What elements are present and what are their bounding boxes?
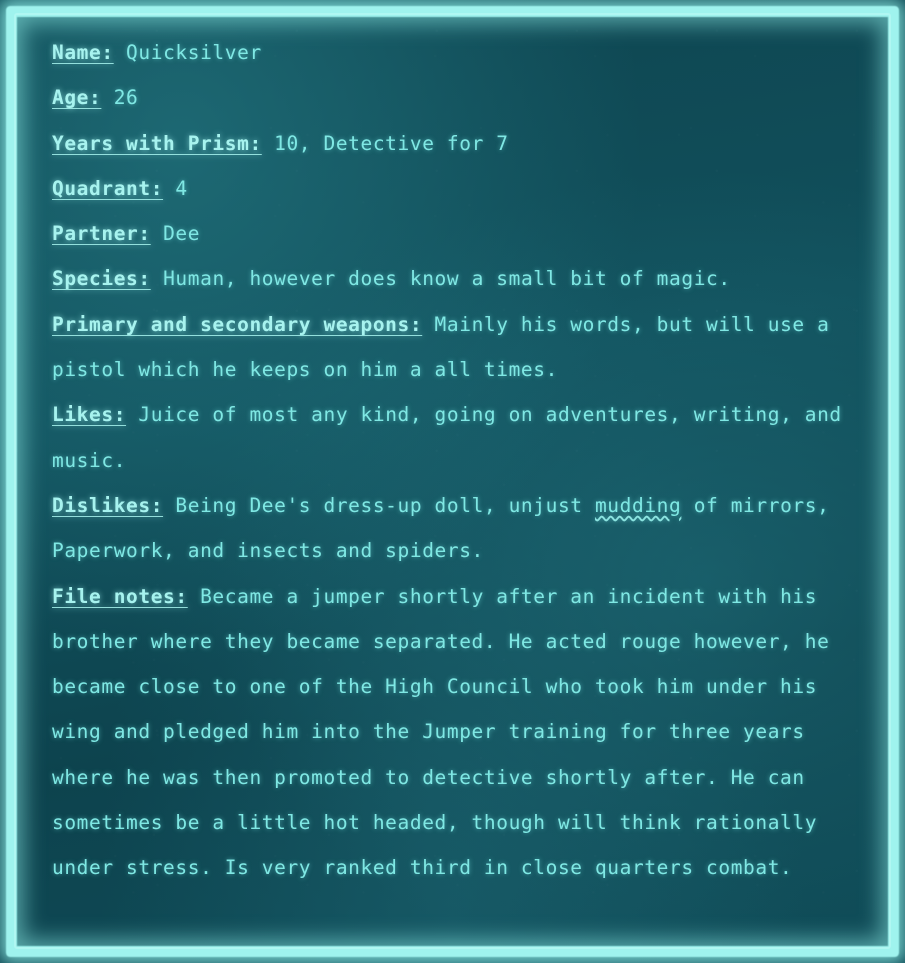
field-dislikes: [52, 483, 871, 574]
field-quadrant: [52, 166, 871, 211]
field-species: [52, 256, 871, 301]
field-dislikes-value-after: of mirrors, Paperwork, and insects and spiders.: [52, 493, 830, 563]
field-file-notes-value: Became a jumper shortly after an incident with his brother where they became separated. He acted rouge however, he became close to one of the High Council who took him under his wing and pledged him into the Jumper training for three years where he was then promoted to detective shortly after. He can sometimes be a little hot headed, though will think rationally under stress. Is very ranked third in close quarters combat.: [52, 584, 830, 880]
field-name: [52, 30, 871, 75]
field-species-value: Human, however does know a small bit of magic.: [163, 267, 731, 291]
field-partner-value: Dee: [163, 222, 201, 246]
field-name-value: Quicksilver: [126, 41, 262, 64]
field-likes: [52, 392, 871, 483]
field-years-with-prism-label: Years with Prism:: [52, 131, 262, 155]
field-weapons-value: Mainly his words, but will use a pistol which he keeps on him a all times.: [52, 312, 830, 382]
field-weapons-label: Primary and secondary weapons:: [52, 312, 423, 336]
field-quadrant-label: Quadrant:: [52, 176, 164, 200]
field-dislikes-value-before: Being Dee's dress-up doll, unjust: [175, 493, 595, 517]
field-quadrant-value: 4: [175, 176, 188, 200]
field-age-value: 26: [113, 86, 139, 110]
field-file-notes-label: File notes:: [52, 584, 188, 608]
field-likes-value: Juice of most any kind, going on adventures, writing, and music.: [52, 403, 842, 472]
field-species-label: Species:: [52, 267, 151, 291]
field-partner-label: Partner:: [52, 222, 151, 246]
field-partner: [52, 211, 871, 256]
field-likes-label: Likes:: [52, 403, 127, 427]
field-dislikes-value-misspelled: mudding: [594, 493, 682, 517]
field-years-with-prism-value: 10, Detective for 7: [274, 131, 509, 155]
field-years-with-prism: [52, 121, 871, 166]
field-age: [52, 75, 871, 120]
profile-text-body: [52, 30, 871, 937]
field-file-notes: [52, 574, 871, 891]
field-age-label: Age:: [52, 86, 102, 110]
field-dislikes-label: Dislikes:: [52, 493, 164, 517]
field-weapons: [52, 302, 871, 393]
field-name-label: Name:: [52, 41, 114, 64]
